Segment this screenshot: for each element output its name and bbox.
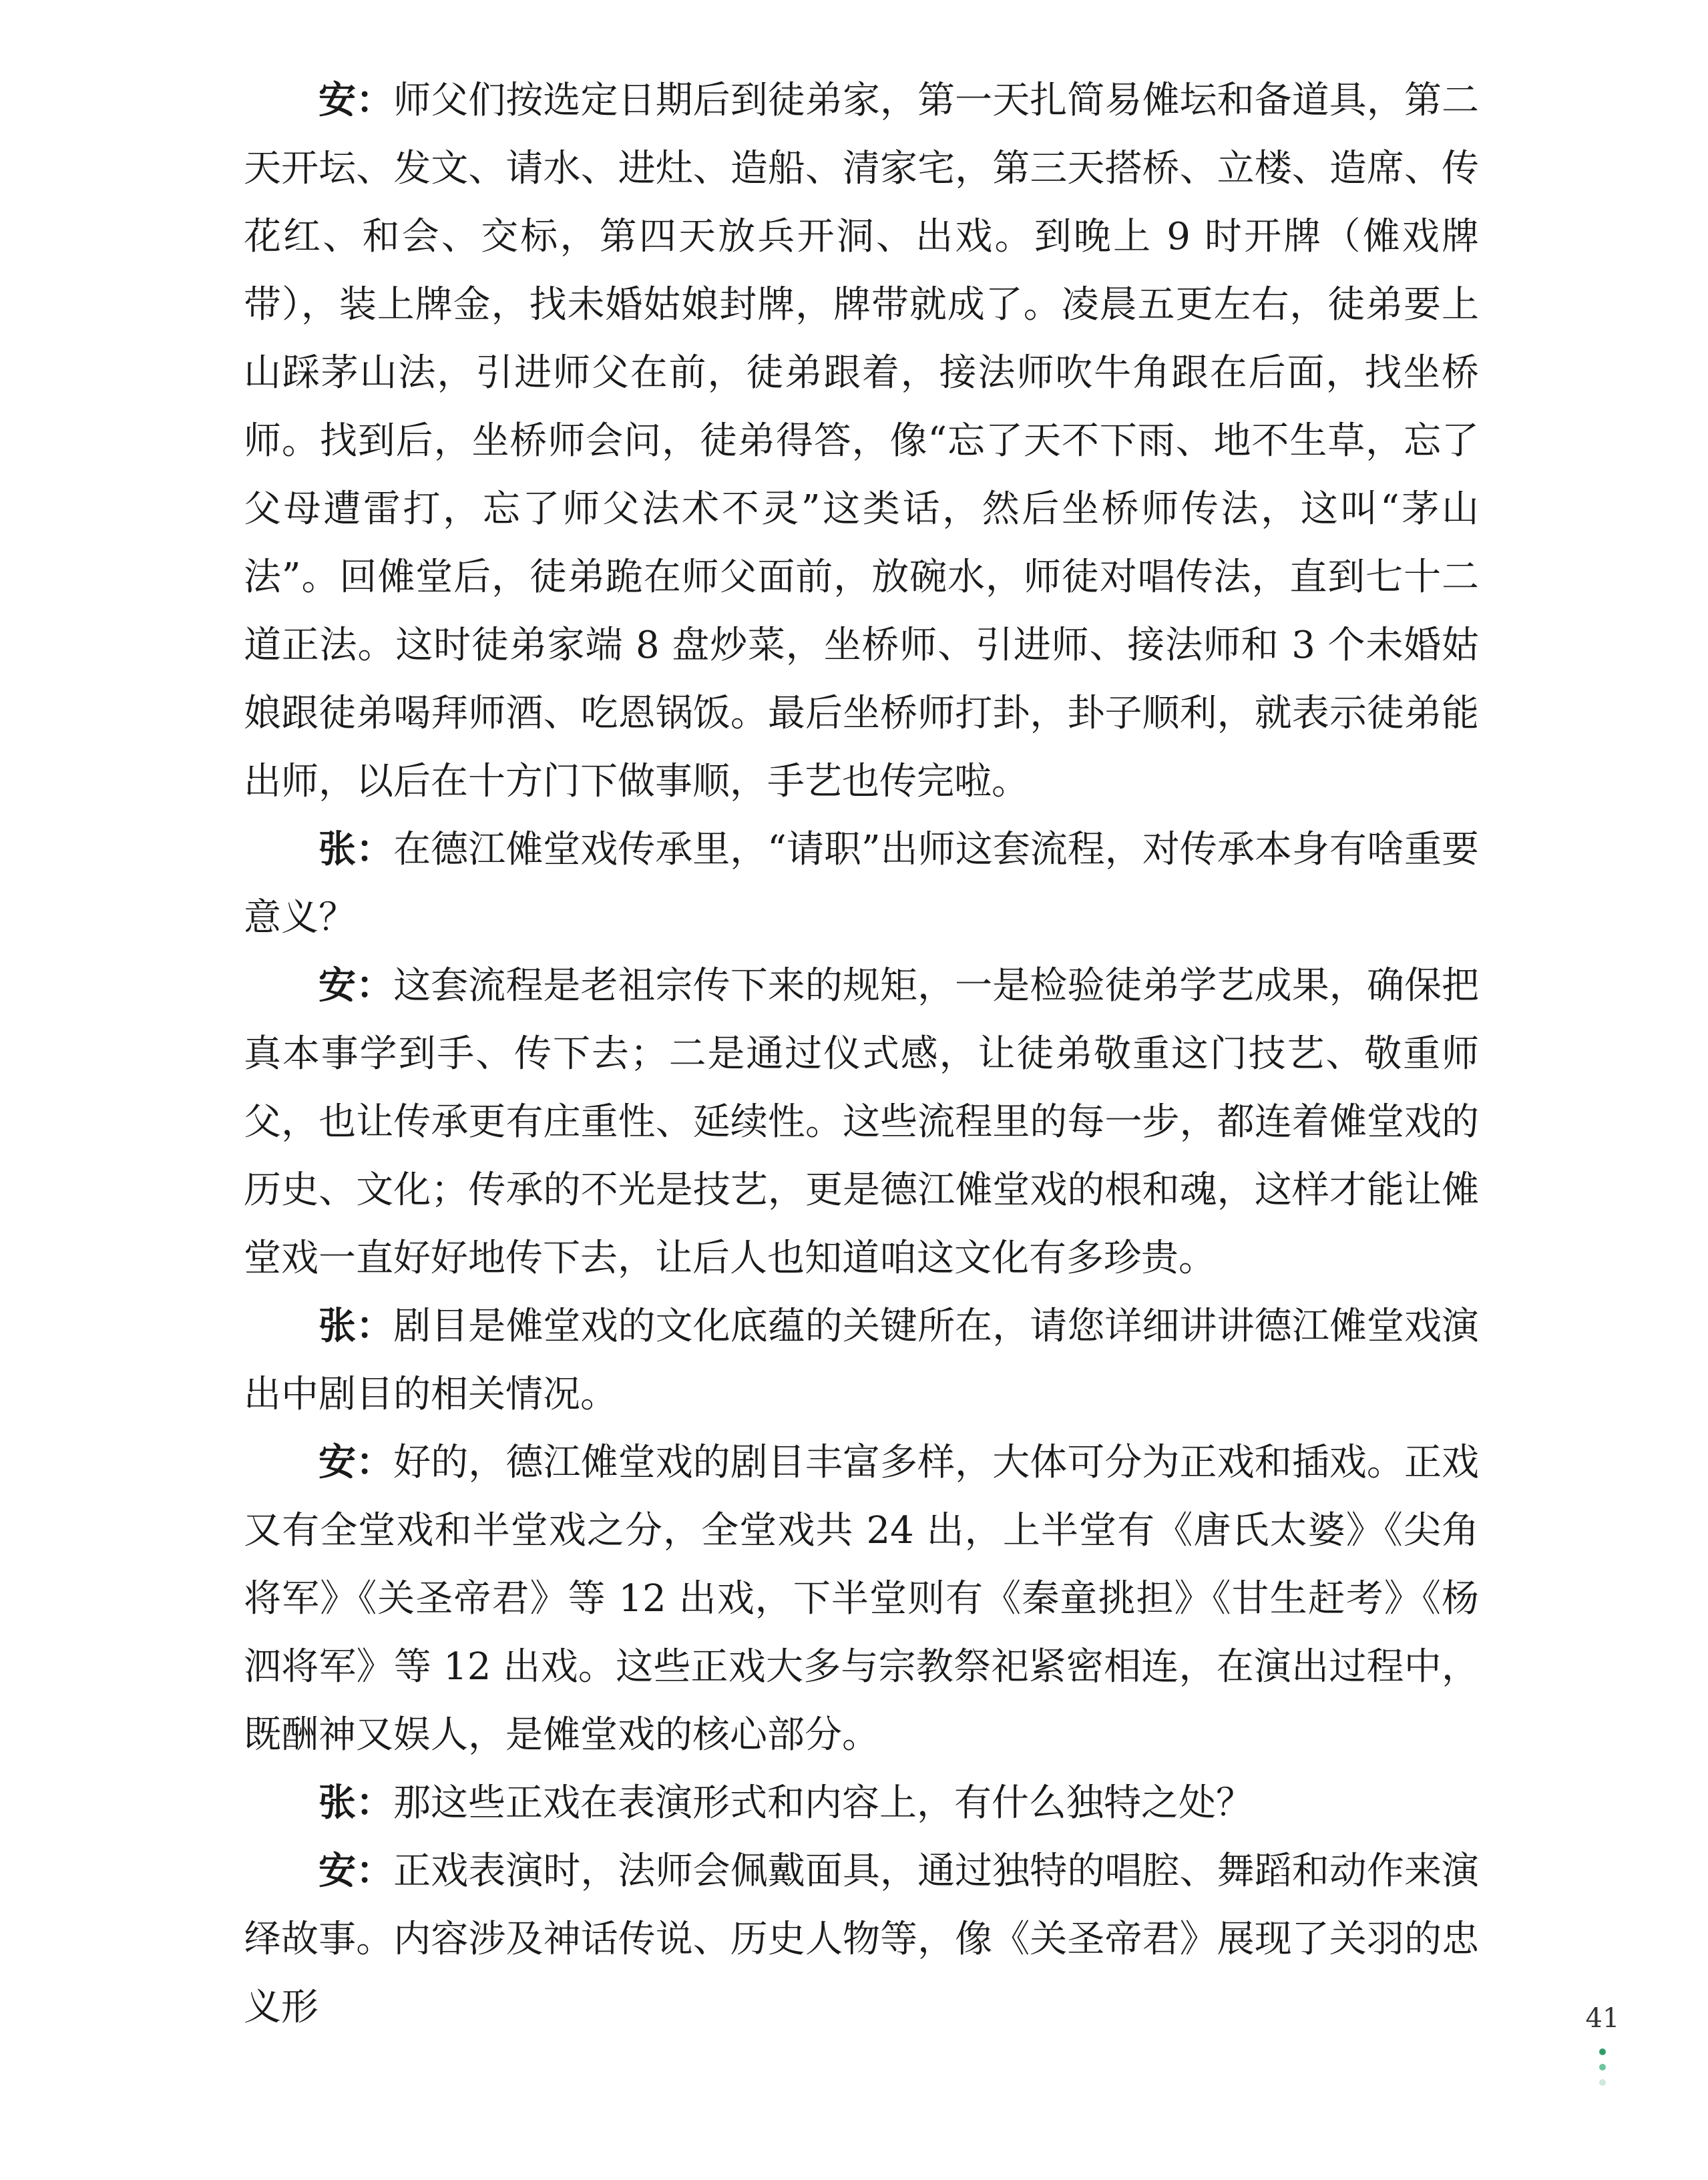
speaker-label: 安：: [318, 964, 394, 1008]
dot-icon: [1599, 2064, 1606, 2070]
body-text: [244, 67, 1479, 2042]
speaker-label: 张：: [318, 828, 394, 871]
paragraph-text: 师父们按选定日期后到徒弟家，第一天扎简易傩坛和备道具，第二天开坛、发文、请水、进灶、造船、清家宅，第三天搭桥、立楼、造席、传花红、和会、交标，第四天放兵开洞、出戏。到晚上 9 时开牌（傩戏牌带），装上牌金，找未婚姑娘封牌，牌带就成了。凌晨五更左右，徒弟要上山踩茅山法，引进师父在前，徒弟跟着，接法师吹牛角跟在后面，找坐桥师。找到后，坐桥师会问，徒弟得答，像“忘了天不下雨、地不生草，忘了父母遭雷打，忘了师父法术不灵”这类话，然后坐桥师传法，这叫“茅山法”。回傩堂后，徒弟跪在师父面前，放碗水，师徒对唱传法，直到七十二道正法。这时徒弟家端 8 盘炒菜，坐桥师、引进师、接法师和 3 个未婚姑娘跟徒弟喝拜师酒、吃恩锅饭。最后坐桥师打卦，卦子顺利，就表示徒弟能出师，以后在十方门下做事顺，手艺也传完啦。: [244, 79, 1480, 803]
speaker-label: 张：: [318, 1781, 393, 1825]
paragraph-text: 那这些正戏在表演形式和内容上，有什么独特之处？: [393, 1781, 1253, 1825]
paragraph: [244, 1429, 1479, 1769]
page-number: 41: [1585, 2003, 1620, 2034]
decorative-dots: [1594, 2048, 1611, 2089]
paragraph: [244, 952, 1479, 1293]
dot-icon: [1599, 2048, 1606, 2055]
paragraph: [244, 816, 1479, 952]
paragraph: [244, 67, 1479, 816]
speaker-label: 张：: [318, 1305, 394, 1348]
speaker-label: 安：: [318, 79, 394, 122]
dot-icon: [1599, 2079, 1606, 2086]
paragraph-text: 好的，德江傩堂戏的剧目丰富多样，大体可分为正戏和插戏。正戏又有全堂戏和半堂戏之分，全堂戏共 24 出，上半堂有《唐氏太婆》《尖角将军》《关圣帝君》等 12 出戏，下半堂则有《秦童挑担》《甘生赶考》《杨泗将军》等 12 出戏。这些正戏大多与宗教祭祀紧密相连，在演出过程中，既酬神又娱人，是傩堂戏的核心部分。: [244, 1441, 1480, 1757]
paragraph-text: 在德江傩堂戏传承里，“请职”出师这套流程，对传承本身有啥重要意义？: [244, 828, 1480, 939]
paragraph-text: 剧目是傩堂戏的文化底蕴的关键所在，请您详细讲讲德江傩堂戏演出中剧目的相关情况。: [244, 1305, 1480, 1416]
paragraph: [244, 1293, 1479, 1429]
speaker-label: 安：: [318, 1441, 394, 1484]
paragraph: [244, 1837, 1479, 2042]
paragraph: [244, 1769, 1479, 1837]
paragraph-text: 正戏表演时，法师会佩戴面具，通过独特的唱腔、舞蹈和动作来演绎故事。内容涉及神话传说、历史人物等，像《关圣帝君》展现了关羽的忠义形: [244, 1849, 1480, 2029]
speaker-label: 安：: [318, 1849, 394, 1893]
paragraph-text: 这套流程是老祖宗传下来的规矩，一是检验徒弟学艺成果，确保把真本事学到手、传下去；二是通过仪式感，让徒弟敬重这门技艺、敬重师父，也让传承更有庄重性、延续性。这些流程里的每一步，都连着傩堂戏的历史、文化；传承的不光是技艺，更是德江傩堂戏的根和魂，这样才能让傩堂戏一直好好地传下去，让后人也知道咱这文化有多珍贵。: [244, 964, 1480, 1280]
